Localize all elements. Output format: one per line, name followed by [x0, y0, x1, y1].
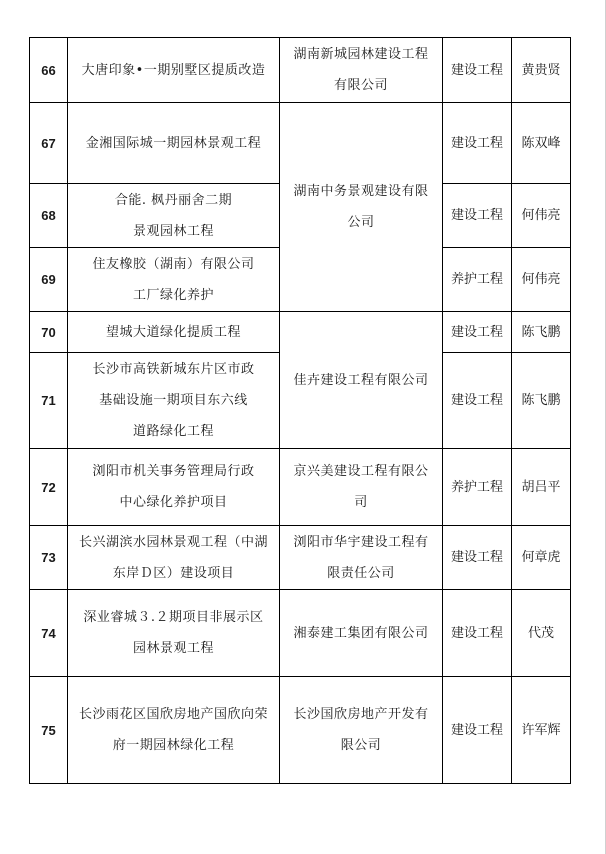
- project-manager: 陈飞鹏: [512, 312, 571, 353]
- project-type: 养护工程: [443, 248, 512, 312]
- project-manager: 代茂: [512, 590, 571, 677]
- row-number: 73: [30, 526, 68, 590]
- project-manager: 陈飞鹏: [512, 353, 571, 449]
- row-number: 69: [30, 248, 68, 312]
- project-type: 建设工程: [443, 38, 512, 103]
- project-name: 住友橡胶（湖南）有限公司 工厂绿化养护: [68, 248, 280, 312]
- project-name: 浏阳市机关事务管理局行政 中心绿化养护项目: [68, 449, 280, 526]
- row-number: 66: [30, 38, 68, 103]
- project-type: 建设工程: [443, 590, 512, 677]
- project-manager: 何伟亮: [512, 248, 571, 312]
- project-manager: 黄贵贤: [512, 38, 571, 103]
- project-manager: 陈双峰: [512, 103, 571, 184]
- row-number: 70: [30, 312, 68, 353]
- project-manager: 胡吕平: [512, 449, 571, 526]
- project-type: 建设工程: [443, 677, 512, 784]
- row-number: 68: [30, 184, 68, 248]
- company-name: 湘泰建工集团有限公司: [280, 590, 443, 677]
- project-type: 建设工程: [443, 312, 512, 353]
- project-name: 大唐印象•一期别墅区提质改造: [68, 38, 280, 103]
- project-manager: 许军辉: [512, 677, 571, 784]
- project-name: 长沙市高铁新城东片区市政 基础设施一期项目东六线 道路绿化工程: [68, 353, 280, 449]
- row-number: 67: [30, 103, 68, 184]
- project-type: 建设工程: [443, 184, 512, 248]
- company-name: 佳卉建设工程有限公司: [280, 312, 443, 449]
- project-name: 望城大道绿化提质工程: [68, 312, 280, 353]
- row-number: 74: [30, 590, 68, 677]
- project-name: 金湘国际城一期园林景观工程: [68, 103, 280, 184]
- table-row: [30, 590, 571, 677]
- table-row: [30, 526, 571, 590]
- row-number: 75: [30, 677, 68, 784]
- project-type: 建设工程: [443, 353, 512, 449]
- company-name: 长沙国欣房地产开发有 限公司: [280, 677, 443, 784]
- company-name: 京兴美建设工程有限公 司: [280, 449, 443, 526]
- table-row: [30, 103, 571, 184]
- table-row: [30, 312, 571, 353]
- project-manager: 何章虎: [512, 526, 571, 590]
- project-name: 深业睿城３.２期项目非展示区 园林景观工程: [68, 590, 280, 677]
- project-name: 合能. 枫丹丽舍二期 景观园林工程: [68, 184, 280, 248]
- project-type: 养护工程: [443, 449, 512, 526]
- project-manager: 何伟亮: [512, 184, 571, 248]
- project-type: 建设工程: [443, 103, 512, 184]
- company-name: 浏阳市华宇建设工程有 限责任公司: [280, 526, 443, 590]
- table-row: [30, 677, 571, 784]
- row-number: 72: [30, 449, 68, 526]
- company-name: 湖南中务景观建设有限 公司: [280, 103, 443, 312]
- company-name: 湖南新城园林建设工程 有限公司: [280, 38, 443, 103]
- award-table: [29, 37, 571, 784]
- table-row: [30, 449, 571, 526]
- project-name: 长沙雨花区国欣房地产国欣向荣 府一期园林绿化工程: [68, 677, 280, 784]
- table-row: [30, 38, 571, 103]
- project-name: 长兴湖滨水园林景观工程（中湖 东岸Ｄ区）建设项目: [68, 526, 280, 590]
- project-type: 建设工程: [443, 526, 512, 590]
- row-number: 71: [30, 353, 68, 449]
